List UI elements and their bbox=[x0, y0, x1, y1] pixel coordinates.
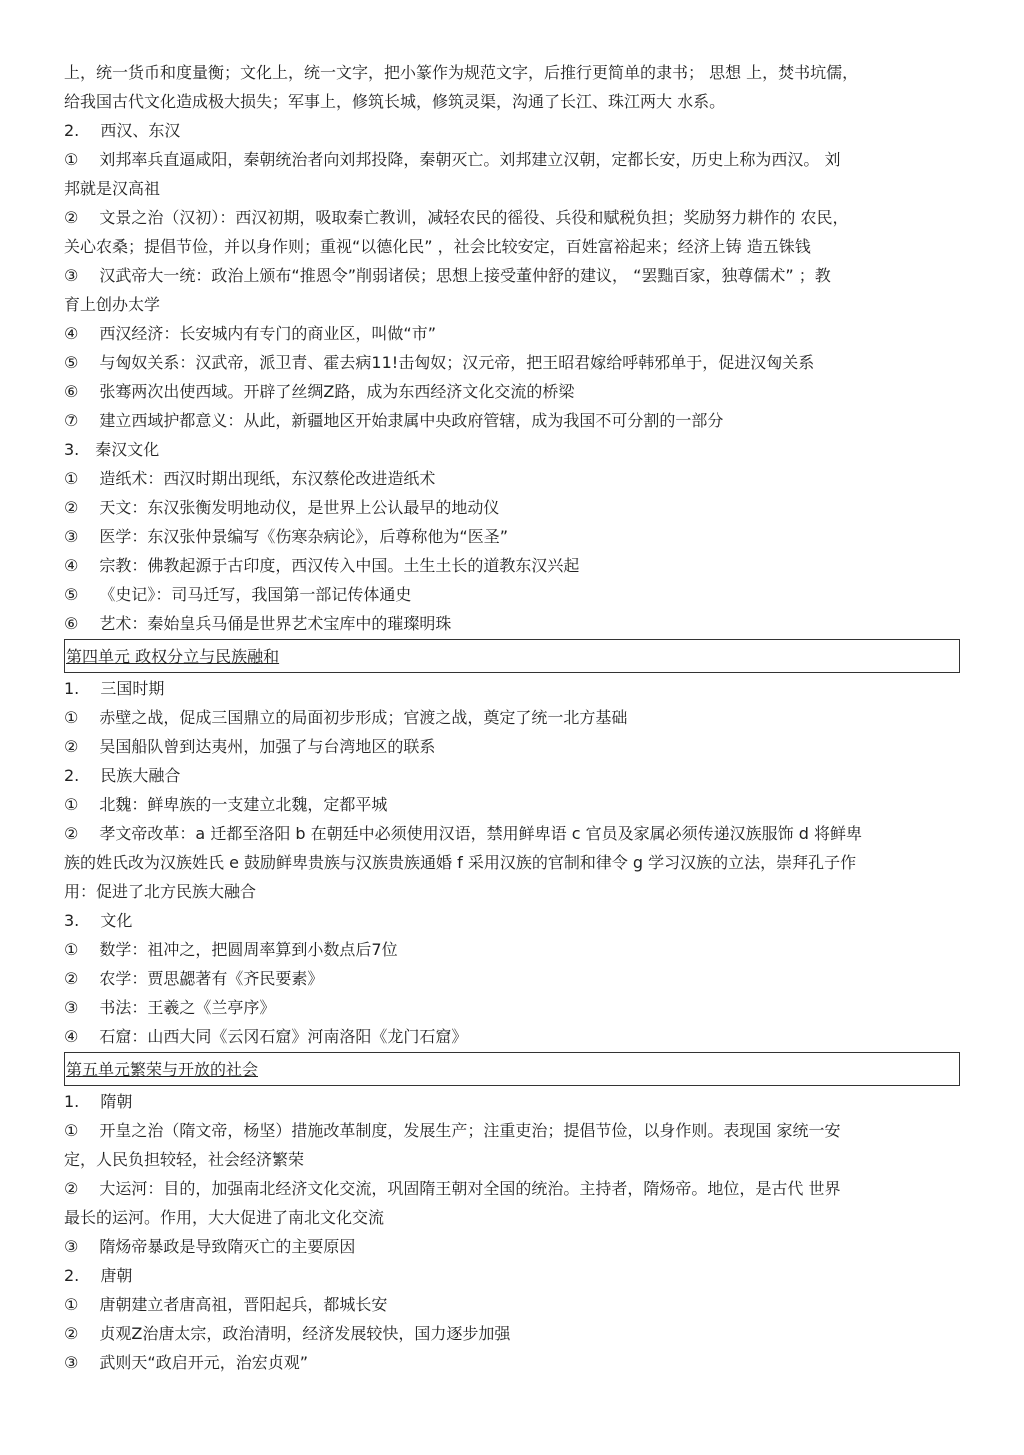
text-block-unit-4 bbox=[64, 674, 964, 1051]
text-line: ③ 书法：王羲之《兰亭序》 bbox=[64, 998, 276, 1017]
text-line: 育上创办太学 bbox=[64, 295, 161, 314]
text-line: 给我国古代文化造成极大损失；军事上，修筑长城，修筑灵渠，沟通了长江、珠江两大 水系。 bbox=[64, 92, 726, 111]
text-line: ① 刘邦率兵直逼咸阳，秦朝统治者向刘邦投降，秦朝灭亡。刘邦建立汉朝，定都长安，历史上称为西汉。 刘 bbox=[64, 150, 841, 169]
text-line: ⑦ 建立西域护都意义：从此，新疆地区开始隶属中央政府管辖，成为我国不可分割的一部分 bbox=[64, 411, 724, 430]
text-line: ② 贞观Z治唐太宗，政治清明，经济发展较快，国力逐步加强 bbox=[64, 1324, 511, 1343]
text-line: ④ 石窟：山西大同《云冈石窟》河南洛阳《龙门石窟》 bbox=[64, 1027, 468, 1046]
text-line: 2. 民族大融合 bbox=[64, 766, 181, 785]
text-line: 1. 三国时期 bbox=[64, 679, 165, 698]
text-line: ③ 医学：东汉张仲景编写《伤寒杂病论》，后尊称他为“医圣” bbox=[64, 527, 509, 546]
text-line: ① 造纸术：西汉时期出现纸，东汉蔡伦改进造纸术 bbox=[64, 469, 436, 488]
text-block-unit-5 bbox=[64, 1087, 964, 1377]
text-line: ② 吴国船队曾到达夷州，加强了与台湾地区的联系 bbox=[64, 737, 436, 756]
text-line: ③ 汉武帝大一统：政治上颁布“推恩令”削弱诸侯；思想上接受董仲舒的建议， “罢黜百家，独尊儒术” ；教 bbox=[64, 266, 831, 285]
text-line: 1. 隋朝 bbox=[64, 1092, 133, 1111]
text-line: ② 天文：东汉张衡发明地动仪，是世界上公认最早的地动仪 bbox=[64, 498, 500, 517]
document-page bbox=[64, 58, 964, 1377]
text-line: ⑤ 与匈奴关系：汉武帝，派卫青、霍去病11!击匈奴；汉元帝，把王昭君嫁给呼韩邪单于，促进汉匈关系 bbox=[64, 353, 815, 372]
text-line: 2. 西汉、东汉 bbox=[64, 121, 181, 140]
section-heading-unit-4: 第四单元 政权分立与民族融和 bbox=[64, 639, 960, 673]
text-line: ⑤ 《史记》：司马迁写，我国第一部记传体通史 bbox=[64, 585, 412, 604]
text-line: ① 开皇之治（隋文帝，杨坚）措施改革制度，发展生产；注重吏治；提倡节俭，以身作则。表现国 家统一安 bbox=[64, 1121, 841, 1140]
text-line: ② 大运河：目的，加强南北经济文化交流，巩固隋王朝对全国的统治。主持者，隋炀帝。地位，是古代 世界 bbox=[64, 1179, 841, 1198]
text-line: 2. 唐朝 bbox=[64, 1266, 133, 1285]
text-block-qin-han bbox=[64, 58, 964, 638]
text-line: 定，人民负担较轻，社会经济繁荣 bbox=[64, 1150, 305, 1169]
text-line: 上，统一货币和度量衡；文化上，统一文字，把小篆作为规范文字，后推行更简单的隶书； 思想 上，焚书坑儒， bbox=[64, 63, 859, 82]
text-line: 用：促进了北方民族大融合 bbox=[64, 882, 257, 901]
text-line: ① 北魏：鲜卑族的一支建立北魏，定都平城 bbox=[64, 795, 388, 814]
text-line: 族的姓氏改为汉族姓氏 e 鼓励鲜卑贵族与汉族贵族通婚 f 采用汉族的官制和律令 g 学习汉族的立法，崇拜孔子作 bbox=[64, 853, 857, 872]
text-line: ② 农学：贾思勰著有《齐民要素》 bbox=[64, 969, 324, 988]
text-line: 3. 秦汉文化 bbox=[64, 440, 160, 459]
text-line: 3. 文化 bbox=[64, 911, 133, 930]
section-heading-unit-5: 第五单元繁荣与开放的社会 bbox=[64, 1052, 960, 1086]
text-line: 邦就是汉高祖 bbox=[64, 179, 161, 198]
text-line: ⑥ 张骞两次出使西域。开辟了丝绸Z路，成为东西经济文化交流的桥梁 bbox=[64, 382, 575, 401]
text-line: ③ 武则天“政启开元，治宏贞观” bbox=[64, 1353, 309, 1372]
text-line: ① 赤壁之战，促成三国鼎立的局面初步形成；官渡之战，奠定了统一北方基础 bbox=[64, 708, 628, 727]
text-line: ⑥ 艺术：秦始皇兵马俑是世界艺术宝库中的璀璨明珠 bbox=[64, 614, 452, 633]
text-line: 关心农桑；提倡节俭，并以身作则；重视“以德化民” ，社会比较安定，百姓富裕起来；经济上铸 造五铢钱 bbox=[64, 237, 811, 256]
text-line: ② 孝文帝改革：a 迁都至洛阳 b 在朝廷中必须使用汉语，禁用鲜卑语 c 官员及家属必须传递汉族服饰 d 将鲜卑 bbox=[64, 824, 862, 843]
text-line: ④ 宗教：佛教起源于古印度，西汉传入中国。土生土长的道教东汉兴起 bbox=[64, 556, 580, 575]
text-line: ② 文景之治（汉初）：西汉初期，吸取秦亡教训，减轻农民的徭役、兵役和赋税负担；奖励努力耕作的 农民， bbox=[64, 208, 849, 227]
text-line: ① 数学：祖冲之，把圆周率算到小数点后7位 bbox=[64, 940, 398, 959]
text-line: ③ 隋炀帝暴政是导致隋灭亡的主要原因 bbox=[64, 1237, 356, 1256]
text-line: ④ 西汉经济：长安城内有专门的商业区，叫做“市” bbox=[64, 324, 437, 343]
text-line: ① 唐朝建立者唐高祖，晋阳起兵，都城长安 bbox=[64, 1295, 388, 1314]
text-line: 最长的运河。作用，大大促进了南北文化交流 bbox=[64, 1208, 385, 1227]
